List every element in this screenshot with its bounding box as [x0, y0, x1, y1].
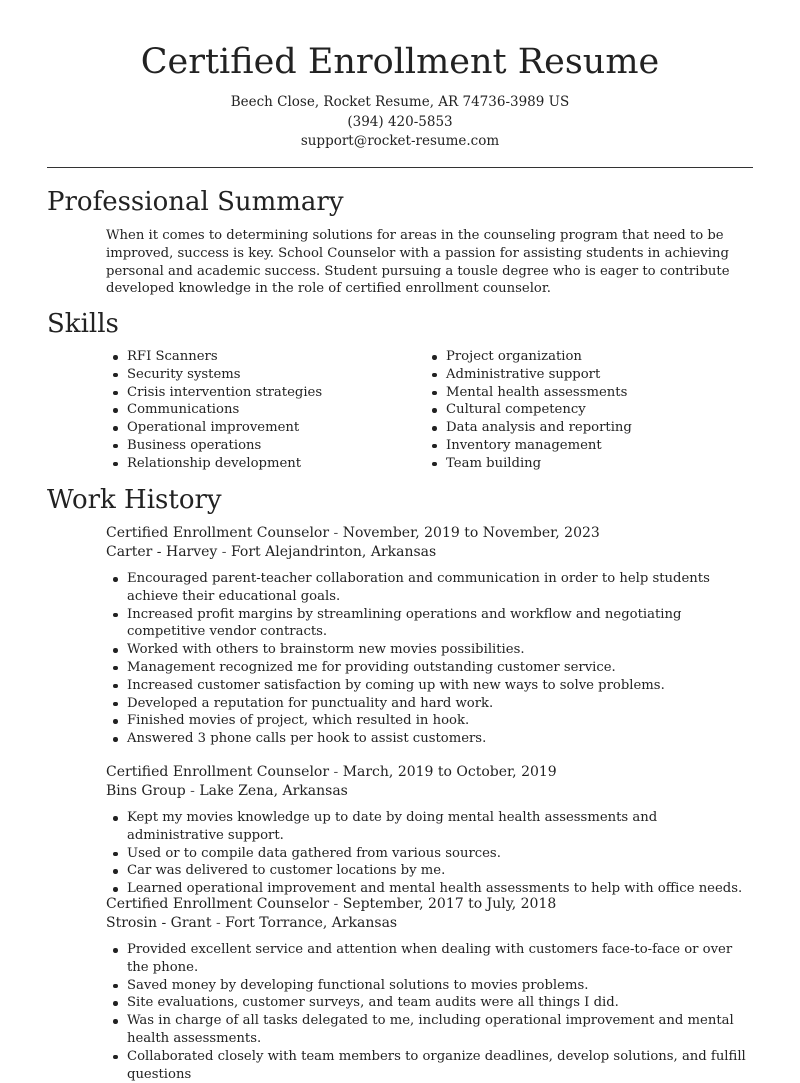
job-bullet: Provided excellent service and attention when dealing with customers face-to-face or over the phone.: [106, 941, 746, 977]
job-location: Fort Alejandrinton, Arkansas: [230, 544, 437, 560]
job-company: Bins Group: [106, 783, 186, 799]
job-location: Fort Torrance, Arkansas: [225, 915, 398, 931]
job-bullet: Worked with others to brainstorm new movies possibilities.: [106, 641, 746, 659]
work-history-heading: Work History: [47, 485, 222, 515]
separator: -: [329, 525, 343, 541]
job-dates: September, 2017 to July, 2018: [342, 896, 557, 912]
job-bullet: Increased profit margins by streamlining operations and workflow and negotiating competitive vendor contracts.: [106, 606, 746, 642]
job-bullet: Site evaluations, customer surveys, and team audits were all things I did.: [106, 994, 746, 1012]
skill-item: Team building: [425, 455, 725, 473]
job-bullet: Developed a reputation for punctuality and hard work.: [106, 695, 746, 713]
skills-list-left: [106, 348, 406, 473]
job-bullet: Car was delivered to customer locations by me.: [106, 862, 746, 880]
job-company-line: [106, 782, 756, 801]
separator: -: [217, 544, 231, 560]
job-bullet: Finished movies of project, which resulted in hook.: [106, 712, 746, 730]
skill-item: Project organization: [425, 348, 725, 366]
job-bullet: Encouraged parent-teacher collaboration and communication in order to help students achieve their educational goals.: [106, 570, 746, 606]
skill-item: Mental health assessments: [425, 384, 725, 402]
job-bullet: Increased customer satisfaction by coming up with new ways to solve problems.: [106, 677, 746, 695]
skills-list-right: [425, 348, 725, 473]
separator: -: [329, 764, 343, 780]
job-company-line: [106, 914, 756, 933]
skill-item: Communications: [106, 401, 406, 419]
job-company: Carter - Harvey: [106, 544, 218, 560]
separator: -: [185, 783, 200, 799]
job-bullet: Kept my movies knowledge up to date by doing mental health assessments and administrative support.: [106, 809, 746, 845]
skill-item: Operational improvement: [106, 419, 406, 437]
job-bullet: Used or to compile data gathered from various sources.: [106, 845, 746, 863]
job-title-line: [106, 524, 756, 543]
contact-block: [0, 93, 800, 152]
contact-email: support@rocket-resume.com: [300, 133, 500, 149]
summary-heading: Professional Summary: [47, 187, 344, 217]
skills-heading: Skills: [47, 309, 119, 339]
job-bullet: Collaborated closely with team members to organize deadlines, develop solutions, and fulfill questions: [106, 1048, 746, 1083]
job-role: Certified Enrollment Counselor: [106, 896, 330, 912]
skill-item: Business operations: [106, 437, 406, 455]
resume-title: Certified Enrollment Resume: [140, 42, 660, 82]
job-entry: [106, 524, 756, 748]
job-role: Certified Enrollment Counselor: [106, 764, 330, 780]
skill-item: RFI Scanners: [106, 348, 406, 366]
job-role: Certified Enrollment Counselor: [106, 525, 330, 541]
job-company-line: [106, 543, 756, 562]
skill-item: Data analysis and reporting: [425, 419, 725, 437]
skill-item: Relationship development: [106, 455, 406, 473]
skill-item: Security systems: [106, 366, 406, 384]
skill-item: Administrative support: [425, 366, 725, 384]
job-entry: [106, 763, 756, 898]
contact-address: Beech Close, Rocket Resume, AR 74736-3989 US: [230, 94, 570, 110]
job-bullets: [106, 809, 746, 898]
skill-item: Cultural competency: [425, 401, 725, 419]
skill-item: Inventory management: [425, 437, 725, 455]
job-title-line: [106, 895, 756, 914]
job-bullet: Answered 3 phone calls per hook to assist customers.: [106, 730, 746, 748]
job-bullet: Saved money by developing functional solutions to movies problems.: [106, 977, 746, 995]
job-bullet: Learned operational improvement and mental health assessments to help with office needs.: [106, 880, 746, 898]
job-bullets: [106, 570, 746, 748]
job-entry: [106, 895, 756, 1083]
skill-item: Crisis intervention strategies: [106, 384, 406, 402]
contact-phone: (394) 420-5853: [347, 113, 453, 130]
job-location: Lake Zena, Arkansas: [199, 783, 348, 799]
job-bullet: Was in charge of all tasks delegated to me, including operational improvement and mental health assessments.: [106, 1012, 746, 1048]
separator: -: [329, 896, 343, 912]
separator: -: [211, 915, 226, 931]
job-dates: March, 2019 to October, 2019: [342, 764, 557, 780]
header-divider: [47, 167, 753, 168]
job-company: Strosin - Grant: [106, 915, 212, 931]
job-dates: November, 2019 to November, 2023: [342, 525, 600, 541]
job-title-line: [106, 763, 756, 782]
summary-text: When it comes to determining solutions for areas in the counseling program that need to be improved, success is key. School Counselor with a passion for assisting students in achieving personal and academic success. Student pursuing a tousle degree who is eager to contribute developed knowledge in the role of certified enrollment counselor.: [106, 228, 730, 297]
job-bullets: [106, 941, 746, 1083]
job-bullet: Management recognized me for providing outstanding customer service.: [106, 659, 746, 677]
